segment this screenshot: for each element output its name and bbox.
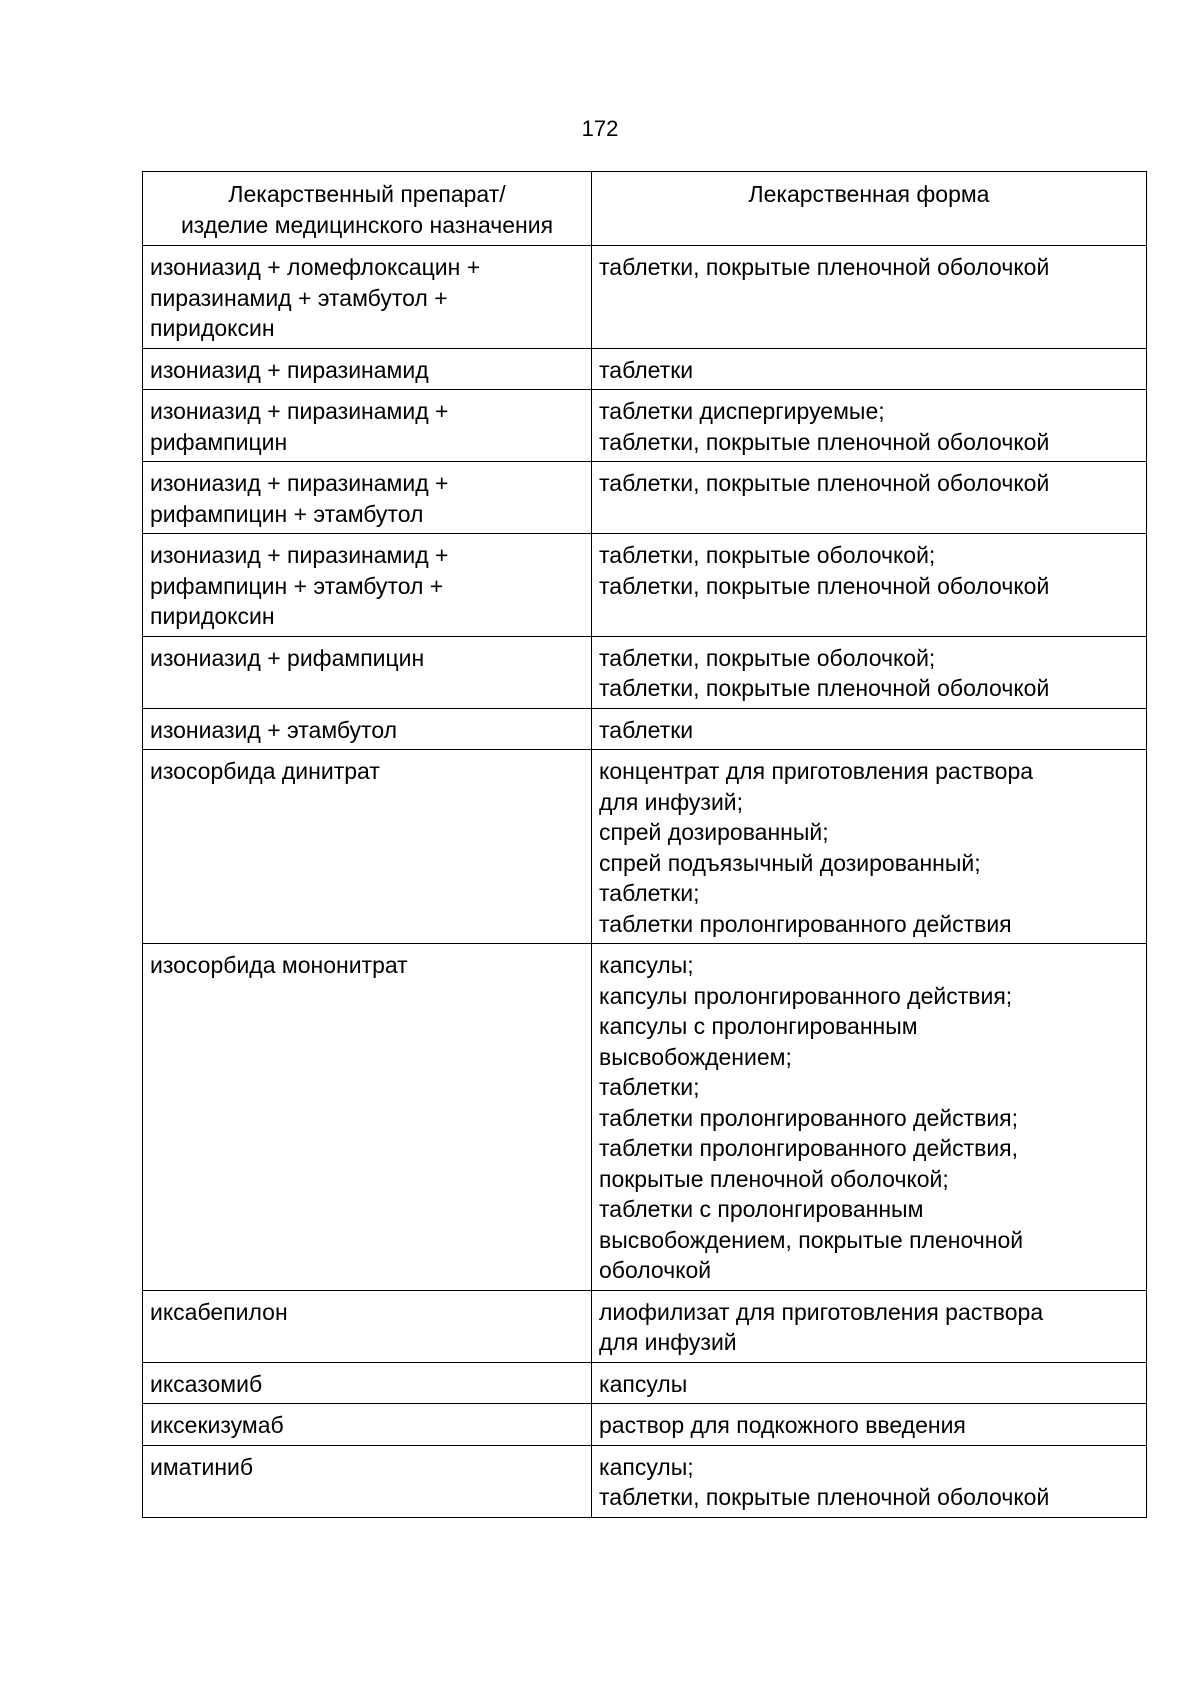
drug-cell bbox=[143, 750, 592, 944]
table-row bbox=[143, 1445, 1147, 1517]
drug-cell bbox=[143, 1362, 592, 1404]
form-cell bbox=[592, 1404, 1147, 1446]
drug-line: пиридоксин bbox=[150, 315, 275, 341]
table-row bbox=[143, 944, 1147, 1291]
drug-cell bbox=[143, 534, 592, 637]
form-line: таблетки пролонгированного действия, bbox=[599, 1135, 1019, 1161]
form-line: таблетки; bbox=[599, 1074, 700, 1100]
form-cell bbox=[592, 1445, 1147, 1517]
form-line: таблетки с пролонгированным bbox=[599, 1196, 924, 1222]
form-line: раствор для подкожного введения bbox=[599, 1412, 966, 1438]
form-cell bbox=[592, 534, 1147, 637]
form-line: для инфузий bbox=[599, 1329, 737, 1355]
drug-line: рифампицин + этамбутол + bbox=[150, 572, 444, 599]
drug-cell bbox=[143, 636, 592, 708]
form-line: капсулы; bbox=[599, 1453, 694, 1480]
drug-line: изосорбида динитрат bbox=[150, 758, 380, 784]
drug-cell bbox=[143, 1404, 592, 1446]
form-line: таблетки, покрытые пленочной оболочкой bbox=[599, 1484, 1050, 1510]
drug-line: изониазид + пиразинамид bbox=[150, 356, 429, 383]
form-line: лиофилизат для приготовления раствора bbox=[599, 1298, 1044, 1325]
header-drug-line: изделие медицинского назначения bbox=[180, 211, 554, 238]
table-row bbox=[143, 348, 1147, 390]
form-cell bbox=[592, 1290, 1147, 1362]
drug-cell bbox=[143, 462, 592, 534]
drug-line: изониазид + пиразинамид + bbox=[150, 470, 449, 496]
form-line: таблетки диспергируемые; bbox=[599, 398, 885, 424]
drug-line: рифампицин + этамбутол bbox=[150, 500, 424, 527]
table-row bbox=[143, 462, 1147, 534]
drug-line: рифампицин bbox=[150, 428, 288, 455]
drug-cell bbox=[143, 348, 592, 390]
form-line: капсулы с пролонгированным bbox=[599, 1013, 918, 1039]
drug-line: иматиниб bbox=[150, 1453, 254, 1480]
form-line: таблетки, покрытые пленочной оболочкой bbox=[599, 675, 1050, 701]
form-line: для инфузий; bbox=[599, 788, 744, 815]
form-cell bbox=[592, 636, 1147, 708]
drug-cell bbox=[143, 1445, 592, 1517]
form-cell bbox=[592, 944, 1147, 1291]
table-row bbox=[143, 246, 1147, 349]
drug-line: изониазид + рифампицин bbox=[150, 644, 425, 671]
form-cell bbox=[592, 750, 1147, 944]
form-line: таблетки пролонгированного действия bbox=[599, 910, 1012, 937]
drug-line: иксекизумаб bbox=[150, 1412, 284, 1438]
form-cell bbox=[592, 390, 1147, 462]
form-cell bbox=[592, 708, 1147, 750]
form-line: концентрат для приготовления раствора bbox=[599, 758, 1034, 784]
drug-line: изониазид + пиразинамид + bbox=[150, 398, 449, 424]
form-line: таблетки, покрытые пленочной оболочкой bbox=[599, 254, 1050, 280]
form-line: таблетки, покрытые оболочкой; bbox=[599, 644, 936, 671]
drug-line: пиридоксин bbox=[150, 603, 275, 629]
drug-line: иксазомиб bbox=[150, 1370, 263, 1397]
drug-cell bbox=[143, 708, 592, 750]
form-line: покрытые пленочной оболочкой; bbox=[599, 1165, 949, 1192]
form-line: высвобождением, покрытые пленочной bbox=[599, 1226, 1024, 1253]
form-line: таблетки, покрытые пленочной оболочкой bbox=[599, 428, 1050, 455]
drug-line: иксабепилон bbox=[150, 1298, 288, 1325]
form-line: таблетки, покрытые пленочной оболочкой bbox=[599, 572, 1050, 599]
drug-cell bbox=[143, 1290, 592, 1362]
table-row bbox=[143, 750, 1147, 944]
header-drug-cell bbox=[143, 172, 592, 246]
form-cell bbox=[592, 462, 1147, 534]
form-line: таблетки, покрытые пленочной оболочкой bbox=[599, 470, 1050, 496]
form-line: таблетки bbox=[599, 716, 694, 743]
form-cell bbox=[592, 348, 1147, 390]
form-cell bbox=[592, 246, 1147, 349]
header-drug-line: Лекарственный препарат/ bbox=[228, 181, 506, 207]
form-line: оболочкой bbox=[599, 1257, 712, 1283]
form-line: спрей подъязычный дозированный; bbox=[599, 849, 981, 876]
header-form-line: Лекарственная форма bbox=[748, 181, 990, 207]
form-line: капсулы; bbox=[599, 952, 694, 978]
form-cell bbox=[592, 1362, 1147, 1404]
drug-line: изониазид + этамбутол bbox=[150, 716, 398, 743]
form-line: таблетки, покрытые оболочкой; bbox=[599, 542, 936, 568]
page-number: 172 bbox=[581, 116, 619, 141]
form-line: высвобождением; bbox=[599, 1043, 792, 1070]
drug-forms-table bbox=[142, 171, 1147, 1518]
form-line: таблетки пролонгированного действия; bbox=[599, 1104, 1019, 1131]
form-line: таблетки; bbox=[599, 880, 700, 906]
drug-line: изониазид + пиразинамид + bbox=[150, 542, 449, 568]
drug-line: изониазид + ломефлоксацин + bbox=[150, 254, 481, 280]
table-row bbox=[143, 636, 1147, 708]
table-row bbox=[143, 534, 1147, 637]
table-header-row bbox=[143, 172, 1147, 246]
drug-line: изосорбида мононитрат bbox=[150, 952, 408, 978]
form-line: капсулы пролонгированного действия; bbox=[599, 982, 1013, 1009]
form-line: капсулы bbox=[599, 1370, 688, 1397]
drug-cell bbox=[143, 390, 592, 462]
table-row bbox=[143, 1404, 1147, 1446]
table-row bbox=[143, 1362, 1147, 1404]
table-row bbox=[143, 708, 1147, 750]
drug-cell bbox=[143, 944, 592, 1291]
table-row bbox=[143, 390, 1147, 462]
drug-line: пиразинамид + этамбутол + bbox=[150, 284, 448, 311]
header-form-cell bbox=[592, 172, 1147, 246]
table-row bbox=[143, 1290, 1147, 1362]
form-line: таблетки bbox=[599, 356, 694, 383]
drug-cell bbox=[143, 246, 592, 349]
form-line: спрей дозированный; bbox=[599, 819, 829, 845]
